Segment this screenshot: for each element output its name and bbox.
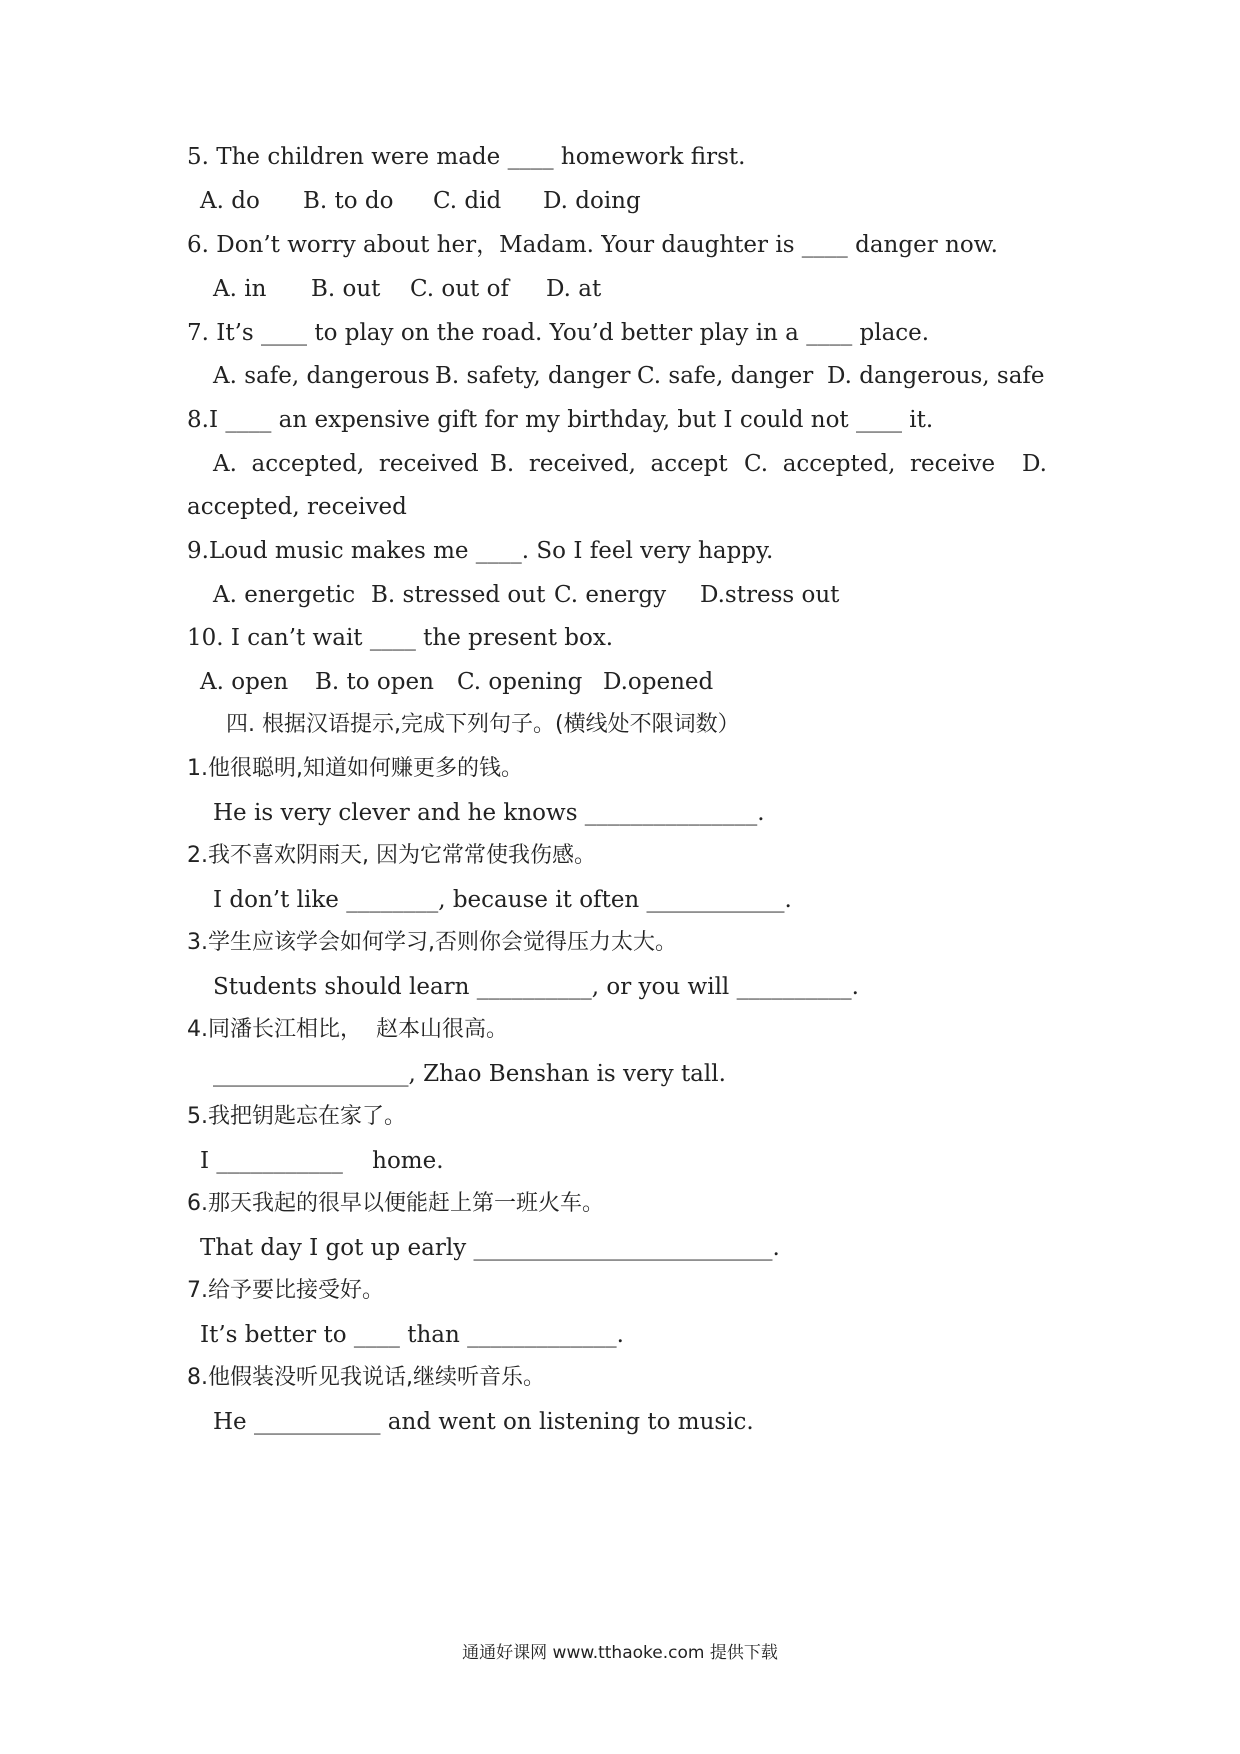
question-9-stem: 9.Loud music makes me ____. So I feel very happy. — [187, 538, 774, 564]
s4-item-1-english: He is very clever and he knows _______________. — [213, 800, 765, 826]
q7-option-c: C. safe, danger — [637, 363, 814, 389]
q10-option-b: B. to open — [315, 669, 434, 695]
question-6-stem: 6. Don’t worry about her，Madam. Your daughter is ____ danger now. — [187, 232, 998, 258]
s4-item-2-english: I don’t like ________, because it often ____________. — [213, 887, 792, 913]
s4-item-3-english: Students should learn __________, or you will __________. — [213, 974, 859, 1000]
q6-option-d: D. at — [546, 276, 602, 302]
question-8-stem: 8.I ____ an expensive gift for my birthday, but I could not ____ it. — [187, 407, 934, 433]
q5-option-c: C. did — [433, 188, 502, 214]
q8-option-c: C. accepted, receive — [744, 451, 996, 477]
s4-item-3-chinese: 3.学生应该学会如何学习,否则你会觉得压力太大。 — [187, 930, 677, 955]
s4-item-1-chinese: 1.他很聪明,知道如何赚更多的钱。 — [187, 756, 523, 781]
q9-option-b: B. stressed out — [371, 582, 546, 608]
q9-option-d: D.stress out — [700, 582, 840, 608]
q8-option-d: D. — [1022, 451, 1047, 477]
footer-source: 通通好课网 www.tthaoke.com 提供下载 — [462, 1643, 778, 1663]
s4-item-7-english: It’s better to ____ than _____________. — [200, 1322, 624, 1348]
section-4-heading: 四. 根据汉语提示,完成下列句子。(横线处不限词数） — [226, 712, 740, 737]
question-10-stem: 10. I can’t wait ____ the present box. — [187, 625, 614, 651]
s4-item-5-chinese: 5.我把钥匙忘在家了。 — [187, 1104, 406, 1129]
question-7-stem: 7. It’s ____ to play on the road. You’d better play in a ____ place. — [187, 320, 930, 346]
q8-option-d-text: accepted, received — [187, 494, 407, 520]
s4-item-6-chinese: 6.那天我起的很早以便能赶上第一班火车。 — [187, 1191, 604, 1216]
q6-option-c: C. out of — [410, 276, 509, 302]
s4-item-8-english: He ___________ and went on listening to music. — [213, 1409, 754, 1435]
question-5-stem: 5. The children were made ____ homework first. — [187, 144, 746, 170]
q9-option-c: C. energy — [554, 582, 667, 608]
q5-option-d: D. doing — [543, 188, 641, 214]
q7-option-a: A. safe, dangerous — [213, 363, 430, 389]
s4-item-6-english: That day I got up early __________________________. — [200, 1235, 780, 1261]
q8-option-a: A. accepted, received — [213, 451, 479, 477]
q8-option-b: B. received, accept — [490, 451, 728, 477]
q5-option-a: A. do — [200, 188, 260, 214]
s4-item-8-chinese: 8.他假装没听见我说话,继续听音乐。 — [187, 1365, 545, 1390]
q7-option-d: D. dangerous, safe — [827, 363, 1045, 389]
q7-option-b: B. safety, danger — [435, 363, 631, 389]
q6-option-a: A. in — [213, 276, 267, 302]
q5-option-b: B. to do — [303, 188, 394, 214]
s4-item-5-english: I ___________ home. — [200, 1148, 444, 1174]
s4-item-2-chinese: 2.我不喜欢阴雨天, 因为它常常使我伤感。 — [187, 843, 596, 868]
q6-option-b: B. out — [311, 276, 381, 302]
s4-item-4-english: _________________, Zhao Benshan is very tall. — [213, 1061, 726, 1087]
q9-option-a: A. energetic — [213, 582, 356, 608]
s4-item-4-chinese: 4.同潘长江相比， 赵本山很高。 — [187, 1017, 508, 1042]
q10-option-a: A. open — [200, 669, 289, 695]
q10-option-d: D.opened — [603, 669, 714, 695]
s4-item-7-chinese: 7.给予要比接受好。 — [187, 1278, 384, 1303]
q10-option-c: C. opening — [457, 669, 583, 695]
